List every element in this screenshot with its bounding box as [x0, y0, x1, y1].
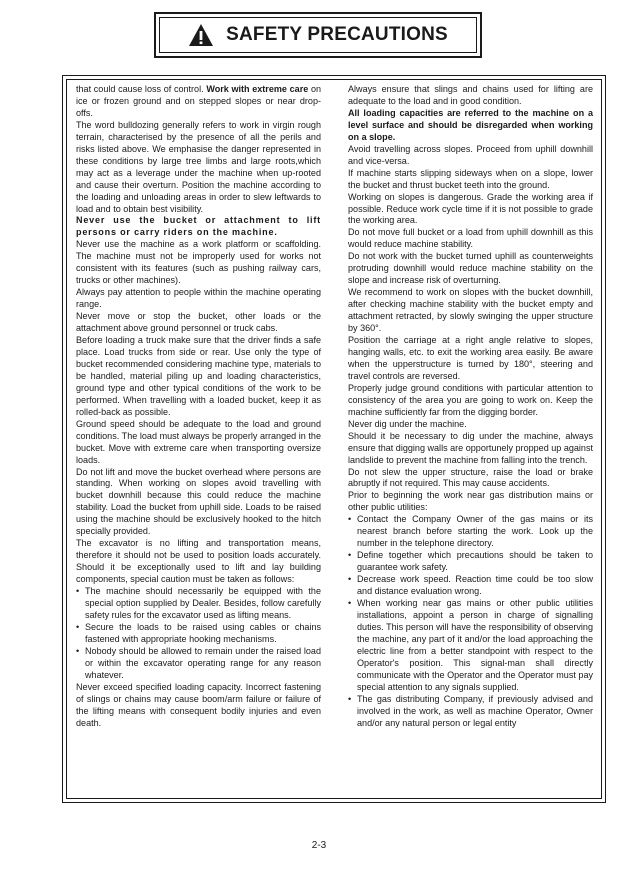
bullet-item: • Nobody should be allowed to remain under the raised load or within the excavator operating range for any reason whatever. — [76, 646, 321, 682]
bullet-item: • The machine should necessarily be equipped with the special option supplied by Dealer. Besides, follow carefully safety rules for the excavator used as lifting means. — [76, 586, 321, 622]
paragraph: Working on slopes is dangerous. Grade the working area if possible. Reduce work cycle time if it is not possible to grade the working area. — [348, 191, 593, 226]
paragraph: Should it be necessary to dig under the machine, always ensure that digging walls are opportunely propped up against landslide to prevent the machine from falling into the trench. — [348, 430, 593, 465]
bullet-item: • Contact the Company Owner of the gas mains or its nearest branch before starting the work. Look up the number in the telephone directory. — [348, 514, 593, 550]
right-column — [348, 84, 593, 729]
paragraph: The word bulldozing generally refers to work in virgin rough terrain, characterised by the presence of all the perils and risks listed above. We emphasise the danger represented in these conditions by large tree limbs and large roots,which may act as a leverage under the machine when up-rooted and cause their overturn. Position the machine according to the loading and unloading areas in order to slew leftwards to load and to obtain best visibility. — [76, 119, 321, 214]
paragraph: If machine starts slipping sideways when on a slope, lower the bucket and thrust bucket teeth into the ground. — [348, 167, 593, 190]
bullet-item: • Secure the loads to be raised using cables or chains fastened with appropriate hooking mechanisms. — [76, 622, 321, 646]
paragraph: Do not work with the bucket turned uphill as counterweights protruding downhill would reduce machine stability on the slope and increase risk of overturning. — [348, 251, 593, 286]
warning-triangle-icon — [188, 23, 214, 47]
bullet-item: • Decrease work speed. Reaction time could be too slow and distance evaluation wrong. — [348, 574, 593, 598]
paragraph: Before loading a truck make sure that the driver finds a safe place. Load trucks from side or rear. Use only the type of bucket recommended considering machine type, materials to be handled, material piling up and loading characteristics, ground type and other typical conditions of the work to be performed. When travelling with a loaded bucket, keep it as rolled-back as possible. — [76, 335, 321, 417]
bullet-item: • When working near gas mains or other public utilities installations, appoint a person in charge of signalling duties. This person will have the responsibility of observing the machine, any part of it and/or the load approaching the electric line from a better standpoint with respect to the Operator's position. This signal-man shall directly communicate with the Operator and the Operator must pay special attention to any signals supplied. — [348, 598, 593, 694]
warning-paragraph: Never use the bucket or attachment to lift persons or carry riders on the machine. — [76, 215, 321, 238]
paragraph: Never dig under the machine. — [348, 418, 467, 429]
left-column — [76, 84, 321, 729]
paragraph: Properly judge ground conditions with particular attention to consistency of the area you are going to work on. Keep the machine sufficiently far from the digging border. — [348, 382, 593, 417]
paragraph: Never use the machine as a work platform or scaffolding. The machine must not be improperly used for works not consistent with its features (such as pushing railway cars, trucks or other machines). — [76, 239, 321, 286]
page-title: SAFETY PRECAUTIONS — [226, 24, 448, 45]
paragraph: Never exceed specified loading capacity. Incorrect fastening of slings or chains may cause boom/arm failure or failure of the lifting means with consequent bodily injuries and even death. — [76, 681, 321, 728]
paragraph: Avoid travelling across slopes. Proceed from uphill downhill and vice-versa. — [348, 143, 593, 166]
header-banner — [154, 12, 482, 58]
paragraph: Never move or stop the bucket, other loads or the attachment above ground personnel or truck cabs. — [76, 311, 321, 334]
paragraph: Always pay attention to people within the machine operating range. — [76, 287, 321, 310]
paragraph: The excavator is no lifting and transportation means, therefore it should not be used to position loads accurately. Should it be exceptionally used to lift and lay building components, special caution must be taken as follows: — [76, 538, 321, 585]
paragraph: Always ensure that slings and chains used for lifting are adequate to the load and in good condition. — [348, 84, 593, 106]
page-number: 2-3 — [311, 840, 327, 851]
paragraph: Prior to beginning the work near gas distribution mains or other public utilities: — [348, 490, 593, 513]
paragraph: Ground speed should be adequate to the load and ground conditions. The load must always be properly arranged in the bucket. Move with extreme care when transporting oversize loads. — [76, 418, 321, 465]
paragraph: Do not lift and move the bucket overhead where persons are standing. When working on slopes avoid travelling with bucket downhill because this could reduce the machine stability. Load the bucket from uphill side. Loads to be raised using the machine should be exclusively hooked to the hitch specially provided. — [76, 466, 321, 537]
paragraph: that could cause loss of control. Work with extreme care on ice or frozen ground and on stepped slopes or near drop-offs. — [76, 84, 322, 118]
warning-paragraph: All loading capacities are referred to the machine on a level surface and should be disregarded when working on a slope. — [348, 107, 593, 142]
bullet-item: • The gas distributing Company, if previously advised and involved in the work, as well as machine Operator, Owner and/or any natural person or legal entity — [348, 694, 593, 730]
bullet-item: • Define together which precautions should be taken to guarantee work safety. — [348, 550, 593, 574]
paragraph: Do not slew the upper structure, raise the load or brake abruptly if not required. This may cause accidents. — [348, 466, 593, 489]
paragraph: Do not move full bucket or a load from uphill downhill as this would reduce machine stability. — [348, 227, 593, 250]
paragraph: We recommend to work on slopes with the bucket downhill, after checking machine stability with the bucket empty and attachment retracted, by slowly swinging the upper structure by 360°. — [348, 287, 593, 334]
paragraph: Position the carriage at a right angle relative to slopes, hanging walls, etc. to exit the working area easily. Be aware when the upperstructure is turned by 180°, steering and travel controls are reversed. — [348, 335, 593, 381]
